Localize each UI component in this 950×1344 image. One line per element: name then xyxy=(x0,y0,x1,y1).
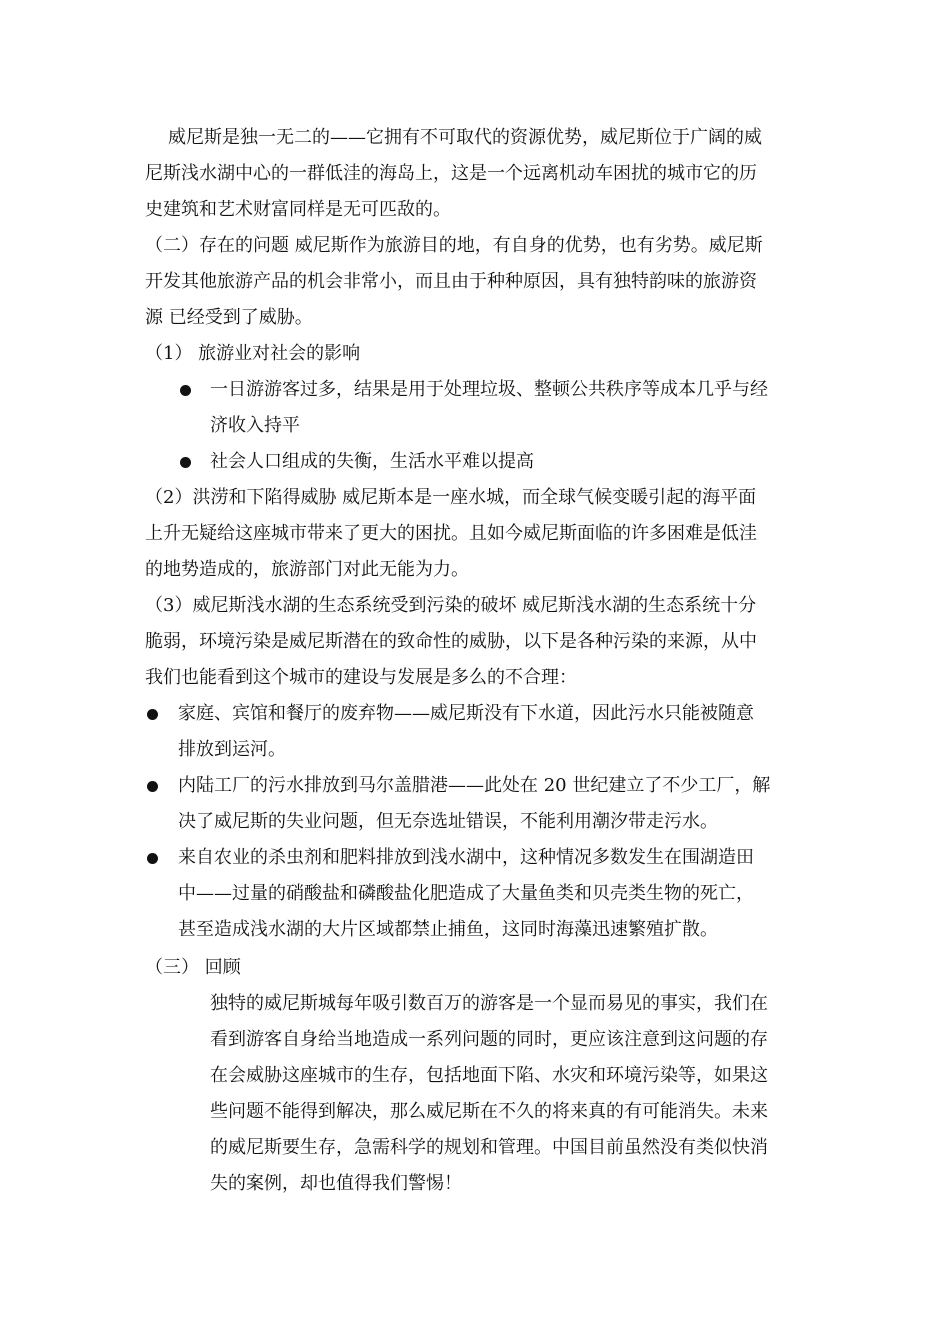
subsection-2-line: 的地势造成的，旅游部门对此无能为力。 xyxy=(145,559,469,580)
bullet-icon xyxy=(180,385,191,396)
section-3-line: 的威尼斯要生存，急需科学的规划和管理。中国目前虽然没有类似快消 xyxy=(210,1137,768,1158)
bullet-text-line: 甚至造成浅水湖的大片区域都禁止捕鱼，这同时海藻迅速繁殖扩散。 xyxy=(178,919,718,940)
section-3-line: 看到游客自身给当地造成一系列问题的同时，更应该注意到这问题的存 xyxy=(210,1029,768,1050)
intro-line: 威尼斯是独一无二的——它拥有不可取代的资源优势，威尼斯位于广阔的威 xyxy=(168,127,762,148)
bullet-text-line: 中——过量的硝酸盐和磷酸盐化肥造成了大量鱼类和贝壳类生物的死亡， xyxy=(178,883,754,904)
subsection-1-heading: （1） 旅游业对社会的影响 xyxy=(145,343,361,364)
bullet-icon xyxy=(147,853,158,864)
subsection-2-line: （2）洪涝和下陷得威胁 威尼斯本是一座水城，而全球气候变暖引起的海平面 xyxy=(145,487,757,508)
bullet-icon xyxy=(147,709,158,720)
bullet-text-line: 来自农业的杀虫剂和肥料排放到浅水湖中，这种情况多数发生在围湖造田 xyxy=(178,847,754,868)
bullet-text-line: 一日游游客过多，结果是用于处理垃圾、整顿公共秩序等成本几乎与经 xyxy=(210,379,768,400)
section-3-line: 独特的威尼斯城每年吸引数百万的游客是一个显而易见的事实，我们在 xyxy=(210,993,768,1014)
subsection-3-line: 脆弱，环境污染是威尼斯潜在的致命性的威胁，以下是各种污染的来源，从中 xyxy=(145,631,757,652)
section-2-line: 源 已经受到了威胁。 xyxy=(145,307,313,328)
bullet-text-line: 排放到运河。 xyxy=(178,739,286,760)
intro-line: 史建筑和艺术财富同样是无可匹敌的。 xyxy=(145,199,451,220)
subsection-2-line: 上升无疑给这座城市带来了更大的困扰。且如今威尼斯面临的许多困难是低洼 xyxy=(145,523,757,544)
section-2-line: 开发其他旅游产品的机会非常小，而且由于种种原因，具有独特韵味的旅游资 xyxy=(145,271,757,292)
bullet-text-line: 济收入持平 xyxy=(210,415,300,436)
bullet-text-line: 家庭、宾馆和餐厅的废弃物——威尼斯没有下水道，因此污水只能被随意 xyxy=(178,703,754,724)
section-3-line: 失的案例，却也值得我们警惕！ xyxy=(210,1173,462,1194)
section-3-line: 些问题不能得到解决，那么威尼斯在不久的将来真的有可能消失。未来 xyxy=(210,1101,768,1122)
section-3-heading: （三） 回顾 xyxy=(145,957,241,978)
bullet-text-line: 决了威尼斯的失业问题，但无奈选址错误，不能利用潮汐带走污水。 xyxy=(178,811,718,832)
bullet-icon xyxy=(180,457,191,468)
section-3-line: 在会威胁这座城市的生存，包括地面下陷、水灾和环境污染等，如果这 xyxy=(210,1065,768,1086)
bullet-icon xyxy=(147,781,158,792)
bullet-text-line: 社会人口组成的失衡，生活水平难以提高 xyxy=(210,451,534,472)
bullet-text-line: 内陆工厂的污水排放到马尔盖腊港——此处在 20 世纪建立了不少工厂，解 xyxy=(178,775,771,796)
subsection-3-line: （3）威尼斯浅水湖的生态系统受到污染的破坏 威尼斯浅水湖的生态系统十分 xyxy=(145,595,757,616)
subsection-3-line: 我们也能看到这个城市的建设与发展是多么的不合理： xyxy=(145,667,577,688)
section-2-line: （二）存在的问题 威尼斯作为旅游目的地，有自身的优势，也有劣势。威尼斯 xyxy=(145,235,763,256)
intro-line: 尼斯浅水湖中心的一群低洼的海岛上，这是一个远离机动车困扰的城市它的历 xyxy=(145,163,757,184)
